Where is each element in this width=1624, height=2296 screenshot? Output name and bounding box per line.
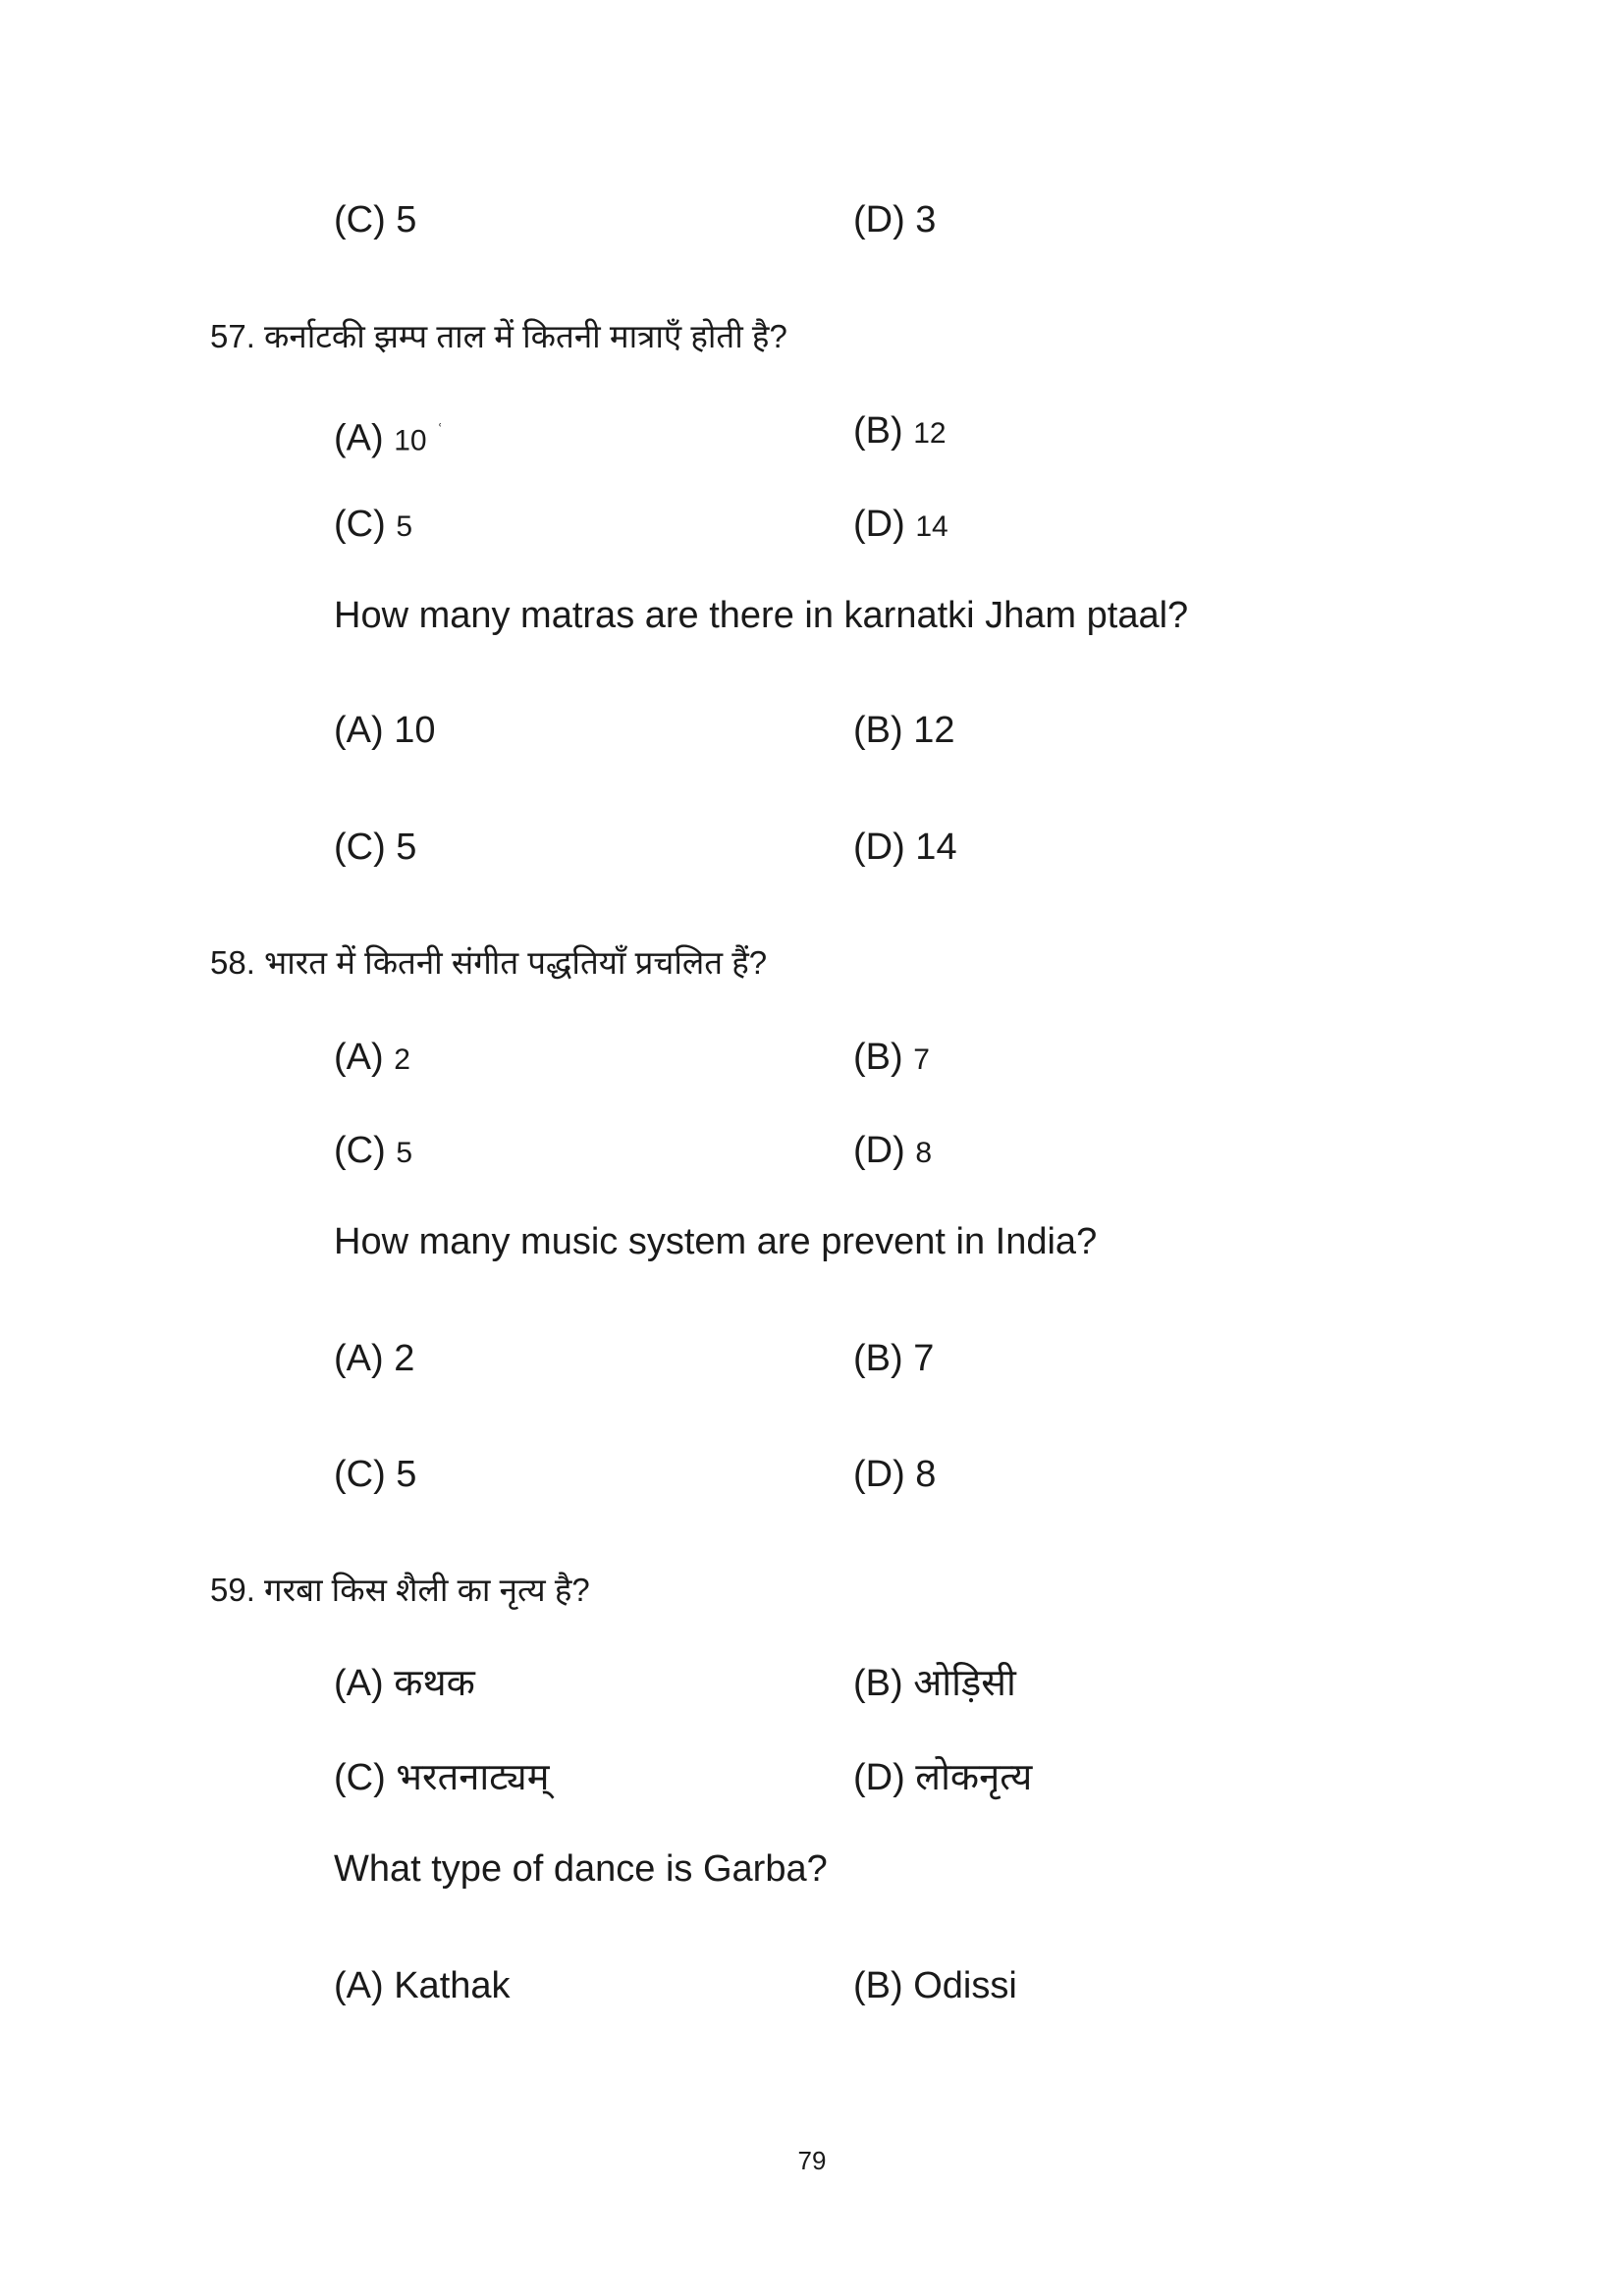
q57-hindi-option-d: (D) 14	[853, 504, 948, 545]
q58-hindi-option-a: (A) 2	[334, 1037, 410, 1078]
prev-option-d: (D) 3	[853, 199, 937, 240]
q58-option-c: (C) 5	[334, 1454, 417, 1495]
q57-hindi-option-a: (A) 10 $^ʿ$	[334, 417, 444, 459]
q59-hindi-option-a: (A) कथक	[334, 1663, 475, 1704]
q58-option-b: (B) 7	[853, 1338, 935, 1379]
q58-hindi-option-b: (B) 7	[853, 1037, 930, 1078]
q58-hindi: 58. भारत में कितनी संगीत पद्धतियाँ प्रचलित हैं?	[210, 944, 768, 981]
q57-option-d: (D) 14	[853, 827, 957, 868]
q59-hindi-option-b: (B) ओड़िसी	[853, 1663, 1016, 1704]
q57-hindi-option-c: (C) 5	[334, 504, 413, 545]
q58-option-a: (A) 2	[334, 1338, 415, 1379]
q59-hindi-option-c: (C) भरतनाट्यम्	[334, 1757, 550, 1798]
page-number: 79	[797, 2146, 827, 2175]
q59-english: What type of dance is Garba?	[334, 1848, 828, 1890]
q59-hindi: 59. गरबा किस शैली का नृत्य है?	[210, 1572, 590, 1608]
q57-option-a: (A) 10	[334, 710, 436, 751]
q58-hindi-option-d: (D) 8	[853, 1130, 933, 1171]
q58-option-d: (D) 8	[853, 1454, 937, 1495]
q57-option-b: (B) 12	[853, 710, 955, 751]
q58-english: How many music system are prevent in India?	[334, 1221, 1098, 1262]
q59-option-b: (B) Odissi	[853, 1965, 1017, 2006]
q57-english: How many matras are there in karnatki Jham ptaal?	[334, 595, 1189, 636]
q59-hindi-option-d: (D) लोकनृत्य	[853, 1757, 1033, 1798]
q57-option-c: (C) 5	[334, 827, 417, 868]
q58-hindi-option-c: (C) 5	[334, 1130, 413, 1171]
q57-hindi: 57. कर्नाटकी झम्प ताल में कितनी मात्राएँ होती है?	[210, 318, 787, 354]
q59-option-a: (A) Kathak	[334, 1965, 511, 2006]
q57-hindi-option-b: (B) 12	[853, 410, 947, 452]
prev-option-c: (C) 5	[334, 199, 417, 240]
